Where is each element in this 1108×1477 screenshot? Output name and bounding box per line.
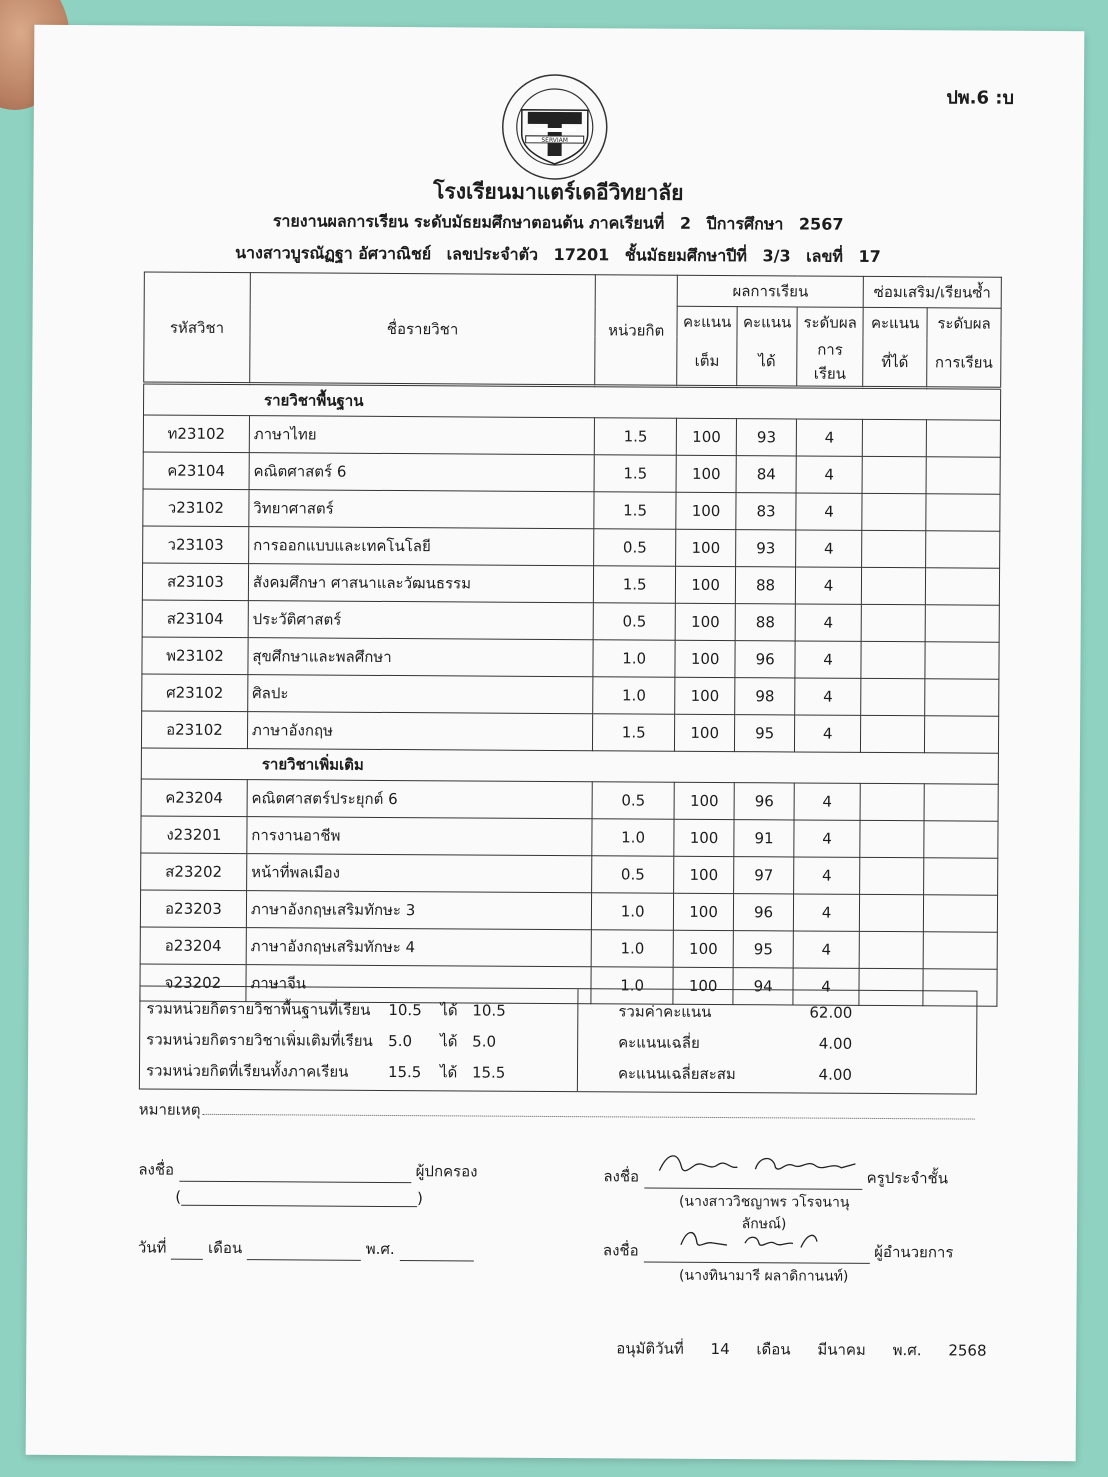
cell-score: 95 xyxy=(733,931,793,968)
teacher-sign-line xyxy=(644,1188,862,1190)
date-label: วันที่ xyxy=(137,1238,167,1257)
score-row xyxy=(618,995,936,1028)
cell-code: ว23103 xyxy=(143,526,249,564)
cell-remedial-empty xyxy=(859,894,923,931)
table-row xyxy=(142,637,999,679)
header-score: คะแนน xyxy=(737,307,797,338)
cell-full: 100 xyxy=(676,492,736,529)
cell-credit: 0.5 xyxy=(592,856,674,893)
summary-label: รวมหน่วยกิตรายวิชาพื้นฐานที่เรียน xyxy=(146,999,371,1019)
director-sign-line xyxy=(643,1262,869,1264)
cell-remedial-empty xyxy=(924,716,998,753)
cell-name: ศิลปะ xyxy=(248,675,594,714)
cell-credit: 1.5 xyxy=(593,714,675,751)
table-row xyxy=(143,489,1000,531)
cell-credit: 1.0 xyxy=(591,967,673,1004)
guardian-role: ผู้ปกครอง xyxy=(415,1162,478,1181)
cell-grade: 4 xyxy=(795,715,861,752)
cell-full: 100 xyxy=(675,640,735,677)
cell-remedial-empty xyxy=(862,456,926,493)
report-semester: 2 xyxy=(679,213,692,233)
table-row xyxy=(140,927,997,969)
cell-name: ประวัติศาสตร์ xyxy=(248,601,594,640)
cell-name: การงานอาชีพ xyxy=(247,817,593,856)
cell-remedial-empty xyxy=(860,820,924,857)
score-label: รวมค่าคะแนน xyxy=(618,1001,712,1021)
guardian-sign-line xyxy=(179,1181,411,1183)
cell-remedial-empty xyxy=(926,494,1000,531)
cell-credit: 1.0 xyxy=(593,640,675,677)
grades-body xyxy=(140,383,1001,1006)
school-logo-icon xyxy=(499,72,610,183)
summary-got-label: ได้ xyxy=(440,1000,458,1019)
summary-row xyxy=(146,1024,571,1058)
cell-remedial-empty xyxy=(923,895,997,932)
approval-year-label: พ.ศ. xyxy=(892,1341,922,1360)
student-class: 3/3 xyxy=(762,246,791,266)
summary-row xyxy=(146,1055,571,1089)
cell-remedial-empty xyxy=(926,457,1000,494)
cell-remedial-empty xyxy=(925,568,999,605)
report-year: 2567 xyxy=(798,214,844,234)
header-rem-score: คะแนน xyxy=(863,307,927,338)
cell-grade: 4 xyxy=(796,419,862,456)
cell-remedial-empty xyxy=(925,679,999,716)
approval-label: อนุมัติวันที่ xyxy=(616,1339,684,1358)
cell-remedial-empty xyxy=(925,605,999,642)
header-results: ผลการเรียน xyxy=(677,275,863,307)
cell-score: 93 xyxy=(736,530,796,567)
remark-label: หมายเหตุ xyxy=(138,1100,201,1119)
remark-line xyxy=(139,1097,975,1126)
director-signature-scribble-icon xyxy=(677,1223,827,1260)
table-row xyxy=(141,816,998,858)
summary-studied: 5.0 xyxy=(388,1031,413,1050)
remark-dots xyxy=(202,1098,974,1120)
table-row xyxy=(141,779,998,821)
guardian-signature xyxy=(138,1157,477,1183)
cell-full: 100 xyxy=(676,529,736,566)
grades-table xyxy=(139,271,1001,1006)
date-month-label: เดือน xyxy=(207,1238,243,1258)
cell-remedial-empty xyxy=(924,784,998,821)
score-row xyxy=(618,1057,936,1090)
cell-remedial-empty xyxy=(862,419,926,456)
cell-code: ง23201 xyxy=(141,816,247,854)
cell-full: 100 xyxy=(674,782,734,819)
cell-name: คณิตศาสตร์ 6 xyxy=(249,453,595,492)
cell-name: สุขศึกษาและพลศึกษา xyxy=(248,638,594,677)
date-year-blank xyxy=(399,1260,473,1261)
cell-name: ภาษาไทย xyxy=(249,416,595,455)
header-full-score-2: เต็ม xyxy=(677,337,737,387)
cell-score: 84 xyxy=(736,456,796,493)
student-class-label: ชั้นมัธยมศึกษาปีที่ xyxy=(624,245,748,266)
cell-name: ภาษาอังกฤษเสริมทักษะ 3 xyxy=(246,891,592,930)
cell-grade: 4 xyxy=(794,783,860,820)
cell-score: 93 xyxy=(736,419,796,456)
cell-score: 88 xyxy=(735,604,795,641)
summary-box xyxy=(139,985,978,1094)
cell-grade: 4 xyxy=(796,493,862,530)
cell-credit: 1.5 xyxy=(594,492,676,529)
summary-earned: 5.0 xyxy=(472,1031,497,1051)
header-code: รหัสวิชา xyxy=(144,272,251,384)
table-row xyxy=(141,853,998,895)
header-full-score: คะแนน xyxy=(677,306,737,337)
cell-score: 96 xyxy=(733,894,793,931)
cell-score: 83 xyxy=(736,493,796,530)
form-code: ปพ.6 :บ xyxy=(946,87,1015,109)
cell-credit: 1.0 xyxy=(593,677,675,714)
summary-studied: 10.5 xyxy=(388,1000,422,1019)
cell-code: อ23204 xyxy=(140,927,246,965)
cell-remedial-empty xyxy=(861,604,925,641)
cell-grade: 4 xyxy=(795,604,861,641)
date-day-blank xyxy=(171,1259,203,1260)
header-subject: ชื่อรายวิชา xyxy=(250,273,596,386)
summary-studied: 15.5 xyxy=(387,1062,422,1081)
approval-day: 14 xyxy=(710,1339,730,1359)
director-name: (นางทินามารี ผลาดิกานนท์) xyxy=(679,1267,849,1285)
cell-name: ภาษาอังกฤษเสริมทักษะ 4 xyxy=(246,928,592,967)
cell-grade: 4 xyxy=(796,456,862,493)
cell-remedial-empty xyxy=(862,530,926,567)
cell-credit: 0.5 xyxy=(594,529,676,566)
cell-full: 100 xyxy=(676,455,736,492)
report-title xyxy=(33,208,1083,239)
cell-remedial-empty xyxy=(926,420,1000,457)
score-summary xyxy=(578,989,977,1093)
student-number-label: เลขที่ xyxy=(806,246,844,266)
cell-code: พ23102 xyxy=(142,637,248,675)
cell-remedial-empty xyxy=(923,932,997,969)
cell-grade: 4 xyxy=(793,894,859,931)
cell-grade: 4 xyxy=(795,641,861,678)
logo-motto: SERVIAM xyxy=(541,136,569,145)
cell-full: 100 xyxy=(673,967,733,1004)
student-number: 17 xyxy=(858,246,881,266)
teacher-name: (นางสาววิชญาพร วโรจนานุลักษณ์) xyxy=(678,1193,850,1233)
cell-credit: 1.0 xyxy=(592,893,674,930)
cell-name: ภาษาอังกฤษ xyxy=(247,712,593,751)
cell-remedial-empty xyxy=(924,821,998,858)
cell-remedial-empty xyxy=(861,641,925,678)
header-rem-score-2: ที่ได้ xyxy=(863,338,927,388)
cell-remedial-empty xyxy=(925,642,999,679)
cell-code: ส23103 xyxy=(142,563,248,601)
table-row xyxy=(142,674,999,716)
table-row xyxy=(143,452,1000,494)
student-id: 17201 xyxy=(553,244,610,265)
cell-full: 100 xyxy=(676,566,736,603)
table-row xyxy=(142,600,999,642)
table-row xyxy=(143,415,1000,457)
cell-code: ศ23102 xyxy=(142,674,248,712)
cell-code: อ23102 xyxy=(141,711,247,749)
score-value: 4.00 xyxy=(818,1034,853,1053)
cell-name: หน้าที่พลเมือง xyxy=(246,854,592,893)
teacher-signature-scribble-icon xyxy=(655,1147,865,1184)
cell-code: อ23203 xyxy=(140,890,246,928)
student-name: นางสาวบูรณัฏฐา อัศวาณิชย์ xyxy=(235,243,432,264)
approval-date xyxy=(616,1336,1008,1362)
guardian-name-line: ( ) xyxy=(175,1187,423,1208)
header-rem-grade-2: การเรียน xyxy=(927,338,1001,388)
cell-full: 100 xyxy=(675,677,735,714)
summary-earned: 10.5 xyxy=(472,1001,506,1020)
cell-code: ส23104 xyxy=(142,600,248,638)
approval-month: มีนาคม xyxy=(817,1340,866,1359)
cell-grade: 4 xyxy=(793,931,859,968)
cell-score: 97 xyxy=(734,857,794,894)
header-score-2: ได้ xyxy=(737,337,797,387)
cell-grade: 4 xyxy=(795,567,861,604)
school-name: โรงเรียนมาแตร์เดอีวิทยาลัย xyxy=(433,179,684,205)
cell-grade: 4 xyxy=(793,968,859,1005)
cell-full: 100 xyxy=(674,819,734,856)
cell-full: 100 xyxy=(675,714,735,751)
cell-grade: 4 xyxy=(795,678,861,715)
table-row xyxy=(142,563,999,605)
approval-month-label: เดือน xyxy=(756,1340,791,1359)
cell-code: จ23202 xyxy=(140,964,246,1002)
cell-remedial-empty xyxy=(862,493,926,530)
cell-full: 100 xyxy=(674,856,734,893)
guardian-name-blank xyxy=(181,1205,417,1207)
cell-full: 100 xyxy=(673,930,733,967)
score-label: คะแนนเฉลี่ย xyxy=(618,1032,700,1052)
student-info xyxy=(33,240,1083,271)
cell-code: ค23204 xyxy=(141,779,247,817)
section-title: รายวิชาเพิ่มเติม xyxy=(141,748,998,784)
score-value: 4.00 xyxy=(818,1065,853,1084)
cell-credit: 1.5 xyxy=(594,455,676,492)
credit-summary xyxy=(140,986,579,1091)
report-year-label: ปีการศึกษา xyxy=(706,213,784,234)
approval-year: 2568 xyxy=(948,1341,987,1360)
cell-name: สังคมศึกษา ศาสนาและวัฒนธรรม xyxy=(248,564,594,603)
cell-grade: 4 xyxy=(794,857,860,894)
summary-label: รวมหน่วยกิตรายวิชาเพิ่มเติมที่เรียน xyxy=(146,1030,373,1050)
cell-score: 96 xyxy=(735,641,795,678)
cell-code: ท23102 xyxy=(143,415,249,453)
summary-earned: 15.5 xyxy=(471,1062,506,1082)
cell-score: 91 xyxy=(734,820,794,857)
summary-row xyxy=(146,993,571,1027)
guardian-sign-label: ลงชื่อ xyxy=(138,1160,175,1179)
report-title-text: รายงานผลการเรียน ระดับมัธยมศึกษาตอนต้น ภาคเรียนที่ xyxy=(272,211,665,233)
cell-score: 98 xyxy=(735,678,795,715)
summary-got-label: ได้ xyxy=(440,1031,458,1050)
cell-full: 100 xyxy=(675,603,735,640)
score-row xyxy=(618,1026,936,1059)
cell-remedial-empty xyxy=(861,715,925,752)
cell-remedial-empty xyxy=(860,857,924,894)
cell-credit: 0.5 xyxy=(593,603,675,640)
cell-credit: 1.5 xyxy=(594,566,676,603)
grade-report-paper xyxy=(26,25,1085,1461)
section-header-row xyxy=(143,383,1000,420)
cell-remedial-empty xyxy=(860,783,924,820)
cell-name: ภาษาจีน xyxy=(246,965,592,1004)
student-id-label: เลขประจำตัว xyxy=(446,244,539,264)
director-sign-label: ลงชื่อ xyxy=(602,1241,639,1260)
date-line xyxy=(138,1235,474,1261)
teacher-role: ครูประจำชั้น xyxy=(866,1168,949,1188)
score-value: 62.00 xyxy=(809,1003,853,1022)
cell-grade: 4 xyxy=(796,530,862,567)
header-rem-grade: ระดับผล xyxy=(927,308,1001,339)
cell-credit: 0.5 xyxy=(592,782,674,819)
cell-score: 88 xyxy=(735,567,795,604)
summary-label: รวมหน่วยกิตที่เรียนทั้งภาคเรียน xyxy=(145,1061,349,1081)
date-year-label: พ.ศ. xyxy=(365,1239,395,1259)
table-row xyxy=(141,711,998,753)
header-credit: หน่วยกิต xyxy=(595,275,678,386)
cell-code: ค23104 xyxy=(143,452,249,490)
cell-code: ส23202 xyxy=(141,853,247,891)
cell-remedial-empty xyxy=(924,858,998,895)
cell-code: ว23102 xyxy=(143,489,249,527)
cell-credit: 1.0 xyxy=(592,819,674,856)
header-remedial: ซ่อมเสริม/เรียนซ้ำ xyxy=(863,276,1001,308)
cell-credit: 1.0 xyxy=(591,930,673,967)
section-title: รายวิชาพื้นฐาน xyxy=(143,383,1000,420)
cell-remedial-empty xyxy=(861,678,925,715)
teacher-sign-label: ลงชื่อ xyxy=(603,1167,640,1186)
cell-remedial-empty xyxy=(926,531,1000,568)
table-row xyxy=(143,526,1000,568)
cell-name: คณิตศาสตร์ประยุกต์ 6 xyxy=(247,780,593,819)
cell-score: 95 xyxy=(735,715,795,752)
cell-name: วิทยาศาสตร์ xyxy=(249,490,595,529)
cell-full: 100 xyxy=(674,893,734,930)
cell-full: 100 xyxy=(676,418,736,455)
cell-credit: 1.5 xyxy=(594,418,676,455)
cell-grade: 4 xyxy=(794,820,860,857)
cell-remedial-empty xyxy=(861,567,925,604)
cell-score: 96 xyxy=(734,783,794,820)
cell-remedial-empty xyxy=(859,931,923,968)
director-role: ผู้อำนวยการ xyxy=(874,1242,954,1262)
header-grade: ระดับผล xyxy=(797,307,863,338)
table-row xyxy=(140,890,997,932)
date-month-blank xyxy=(247,1259,361,1261)
score-label: คะแนนเฉลี่ยสะสม xyxy=(617,1063,736,1083)
summary-got-label: ได้ xyxy=(439,1062,458,1081)
header-grade-2: การเรียน xyxy=(797,337,863,387)
cell-score: 94 xyxy=(733,968,793,1005)
cell-name: การออกแบบและเทคโนโลยี xyxy=(248,527,594,566)
